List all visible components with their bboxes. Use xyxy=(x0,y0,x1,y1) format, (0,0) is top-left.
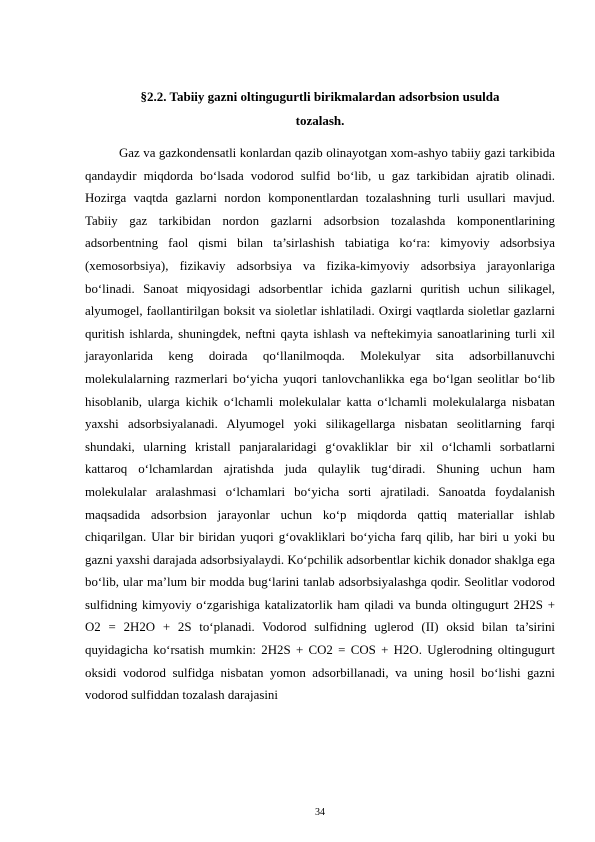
section-title-line-2: tozalash. xyxy=(295,113,345,128)
body-paragraph: Gaz va gazkondensatli konlardan qazib olinayotgan xom-ashyo tabiiy gazi tarkibida qandaydir miqdorda bo‘lsada vodorod sulfid bo‘lib, u gaz tarkibidan ajratib olinadi. Hozirga vaqtda gazlarni nordon komponentlardan tozalashning turli usullari mavjud. Tabiiy gaz tarkibidan nordon gazlarni adsorbsion tozalashda komponentlarining adsorbentning faol qismi bilan ta’sirlashish tabiatiga ko‘ra: kimyoviy adsorbsiya (xemosorbsiya), fizikaviy adsorbsiya va fizika-kimyoviy adsorbsiya jarayonlariga bo‘linadi. Sanoat miqyosidagi adsorbentlar ichida gazlarni quritish uchun silikagel, alyumogel, faollantirilgan boksit va sioletlar ishlatiladi. Oxirgi vaqtlarda sioletlar gazlarni quritish ishlarda, shuningdek, neftni qayta ishlash va neftekimyia sanoatlarining turli xil jarayonlarida keng doirada qo‘llanilmoqda. Molekulyar sita adsorbillanuvchi molekulalarning razmerlari bo‘yicha yuqori tanlovchanlikka ega bo‘lgan seolitlar bo‘lib hisoblanib, ularga kichik o‘lchamli molekulalar katta o‘lchamli molekulalarga nisbatan yaxshi adsorbsiyalanadi. Alyumogel yoki silikagellarga nisbatan seolitlarning farqi shundaki, ularning kristall panjaralaridagi g‘ovakliklar bir xil o‘lchamli sorbatlarni kattaroq o‘lchamlardan ajratishda juda qulaylik tug‘diradi. Shuning uchun ham molekulalar aralashmasi o‘lchamlari bo‘yicha sorti ajratiladi. Sanoatda foydalanish maqsadida adsorbsion jarayonlar uchun ko‘p miqdorda qattiq materiallar ishlab chiqarilgan. Ular bir biridan yuqori g‘ovakliklari bo‘yicha farq qilib, har biri u yoki bu gazni yaxshi darajada adsorbsiyalaydi. Ko‘pchilik adsorbentlar kichik donador shaklga ega bo‘lib, ular ma’lum bir modda bug‘larini tanlab adsorbsiyalashga qodir. Seolitlar vodorod sulfidning kimyoviy o‘zgarishiga katalizatorlik ham qiladi va bunda oltingugurt 2H2S + O2 = 2H2O + 2S to‘planadi. Vodorod sulfidning uglerod (II) oksid bilan ta’sirini quyidagicha ko‘rsatish mumkin: 2H2S + CO2 = COS + H2O. Uglerodning oltingugurt oksidi vodorod sulfidga nisbatan yomon adsorbillanadi, va uning hosil bo‘lishi gazni vodorod sulfiddan tozalash darajasini xyxy=(85,146,555,703)
section-title-line-1: §2.2. Tabiiy gazni oltingugurtli birikmalardan adsorbsion usulda xyxy=(140,89,500,104)
page-number: 34 xyxy=(315,807,325,818)
